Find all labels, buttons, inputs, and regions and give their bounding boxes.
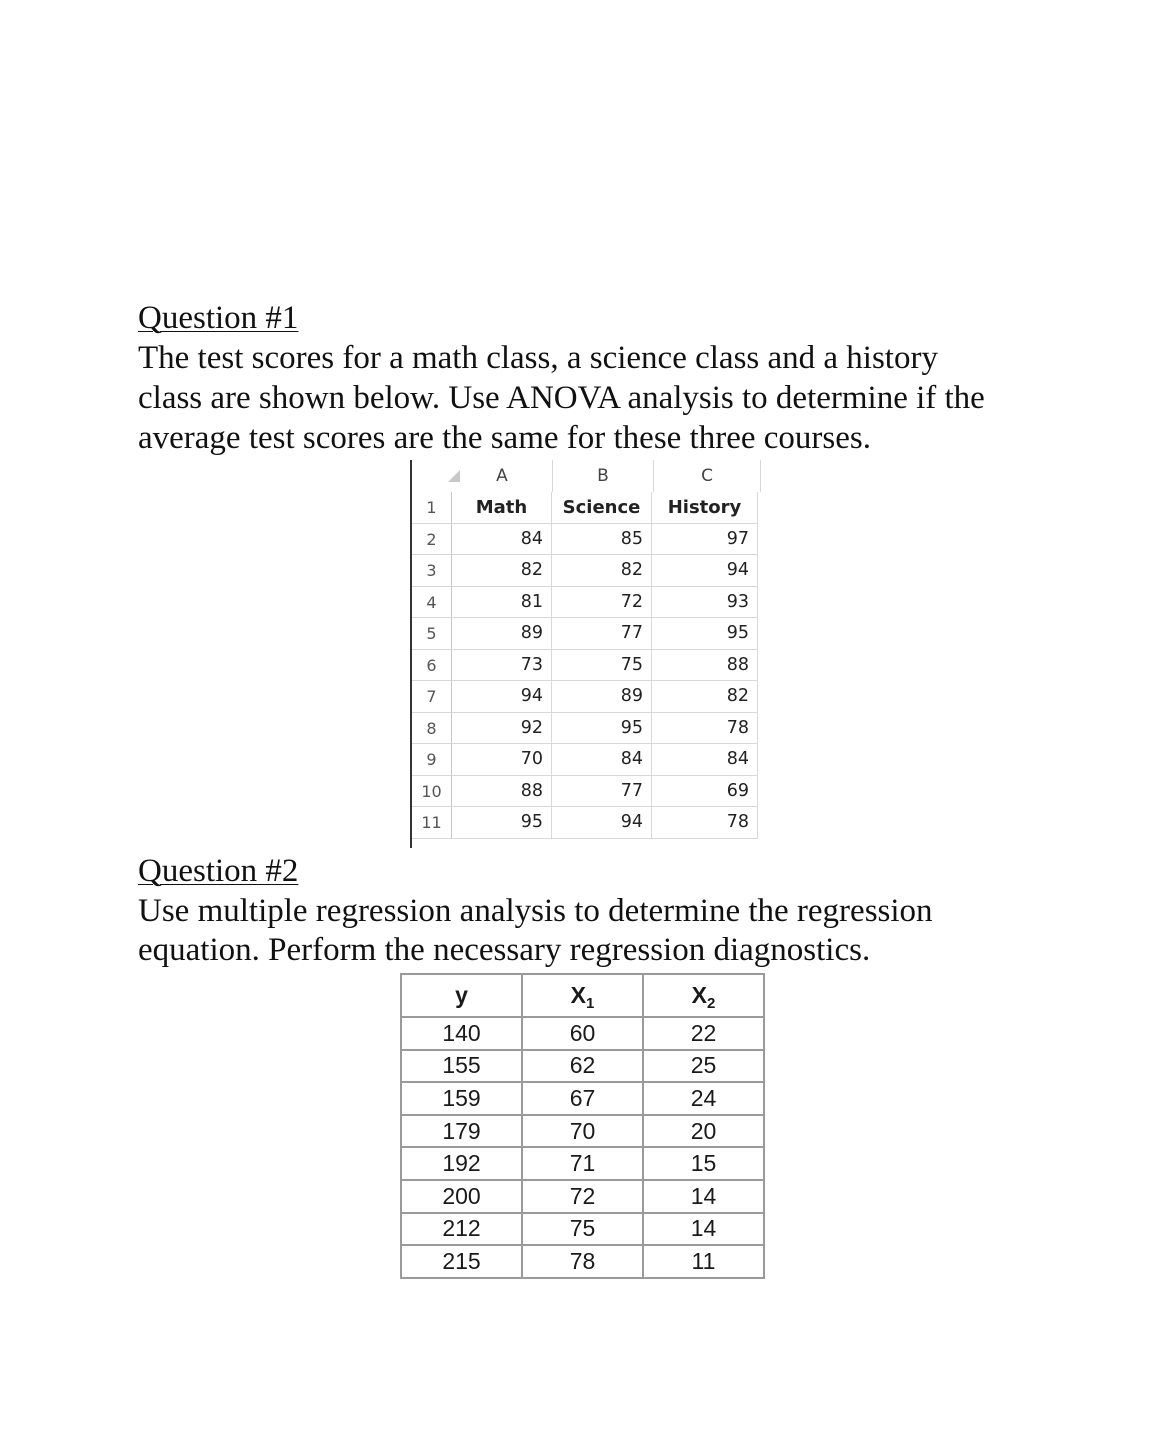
sheet-row bbox=[452, 650, 758, 682]
history-score: 95 bbox=[652, 618, 758, 650]
sheet-row bbox=[452, 744, 758, 776]
header-x1 bbox=[522, 974, 643, 1017]
science-score: 94 bbox=[552, 807, 652, 839]
row-number: 8 bbox=[412, 713, 452, 745]
row-number: 1 bbox=[412, 492, 452, 524]
y-value: 212 bbox=[401, 1213, 522, 1246]
table-row bbox=[401, 1115, 764, 1148]
math-score: 88 bbox=[452, 776, 552, 808]
row-number: 3 bbox=[412, 555, 452, 587]
header-x1-subscript: 1 bbox=[586, 995, 595, 1012]
math-score: 89 bbox=[452, 618, 552, 650]
x1-value: 62 bbox=[522, 1050, 643, 1083]
header-x1-base: X bbox=[570, 982, 586, 1008]
row-number: 7 bbox=[412, 681, 452, 713]
math-score: 92 bbox=[452, 713, 552, 745]
y-value: 215 bbox=[401, 1245, 522, 1278]
x1-value: 70 bbox=[522, 1115, 643, 1148]
x1-value: 60 bbox=[522, 1017, 643, 1050]
table-row bbox=[401, 1050, 764, 1083]
x2-value: 15 bbox=[643, 1147, 764, 1180]
question-2-heading: Question #2 bbox=[138, 853, 299, 889]
math-score: 94 bbox=[452, 681, 552, 713]
regression-data-table bbox=[400, 973, 765, 1279]
table-row bbox=[401, 1082, 764, 1115]
header-x2-base: X bbox=[691, 982, 707, 1008]
math-score: 70 bbox=[452, 744, 552, 776]
x2-value: 14 bbox=[643, 1180, 764, 1213]
column-letters bbox=[452, 460, 761, 492]
x2-value: 22 bbox=[643, 1017, 764, 1050]
sheet-row bbox=[452, 524, 758, 556]
row-number: 9 bbox=[412, 744, 452, 776]
sheet-row bbox=[452, 555, 758, 587]
x1-value: 71 bbox=[522, 1147, 643, 1180]
sheet-row bbox=[452, 776, 758, 808]
row-number: 5 bbox=[412, 618, 452, 650]
column-letter-b: B bbox=[553, 460, 654, 492]
y-value: 155 bbox=[401, 1050, 522, 1083]
science-score: 84 bbox=[552, 744, 652, 776]
header-science: Science bbox=[552, 492, 652, 524]
x1-value: 67 bbox=[522, 1082, 643, 1115]
y-value: 200 bbox=[401, 1180, 522, 1213]
column-letter-a: A bbox=[452, 460, 553, 492]
math-score: 95 bbox=[452, 807, 552, 839]
history-score: 84 bbox=[652, 744, 758, 776]
question-1-line-1: The test scores for a math class, a science class and a history bbox=[138, 340, 938, 376]
x1-value: 78 bbox=[522, 1245, 643, 1278]
science-score: 77 bbox=[552, 618, 652, 650]
sheet-row bbox=[452, 713, 758, 745]
header-y: y bbox=[401, 974, 522, 1017]
sheet-grid bbox=[452, 492, 758, 839]
science-score: 82 bbox=[552, 555, 652, 587]
sheet-row bbox=[452, 681, 758, 713]
question-2-line-2: equation. Perform the necessary regression diagnostics. bbox=[138, 932, 871, 968]
table-row bbox=[401, 1213, 764, 1246]
history-score: 69 bbox=[652, 776, 758, 808]
history-score: 88 bbox=[652, 650, 758, 682]
history-score: 78 bbox=[652, 713, 758, 745]
x2-value: 24 bbox=[643, 1082, 764, 1115]
history-score: 82 bbox=[652, 681, 758, 713]
sheet-row bbox=[452, 807, 758, 839]
science-score: 95 bbox=[552, 713, 652, 745]
x2-value: 20 bbox=[643, 1115, 764, 1148]
math-score: 81 bbox=[452, 587, 552, 619]
math-score: 73 bbox=[452, 650, 552, 682]
x2-value: 11 bbox=[643, 1245, 764, 1278]
history-score: 93 bbox=[652, 587, 758, 619]
x2-value: 14 bbox=[643, 1213, 764, 1246]
history-score: 94 bbox=[652, 555, 758, 587]
question-1-line-3: average test scores are the same for these three courses. bbox=[138, 420, 871, 456]
question-1-heading: Question #1 bbox=[138, 300, 299, 336]
row-number: 2 bbox=[412, 524, 452, 556]
table-row bbox=[401, 1147, 764, 1180]
column-letter-c: C bbox=[654, 460, 761, 492]
x1-value: 72 bbox=[522, 1180, 643, 1213]
y-value: 159 bbox=[401, 1082, 522, 1115]
question-1-line-2: class are shown below. Use ANOVA analysis to determine if the bbox=[138, 380, 985, 416]
science-score: 77 bbox=[552, 776, 652, 808]
table-row bbox=[401, 1017, 764, 1050]
sheet-row bbox=[452, 618, 758, 650]
row-number: 10 bbox=[412, 776, 452, 808]
header-history: History bbox=[652, 492, 758, 524]
test-scores-spreadsheet bbox=[410, 460, 760, 848]
header-math: Math bbox=[452, 492, 552, 524]
table-row bbox=[401, 1180, 764, 1213]
question-2-line-1: Use multiple regression analysis to determine the regression bbox=[138, 893, 933, 929]
table-row bbox=[401, 1245, 764, 1278]
math-score: 82 bbox=[452, 555, 552, 587]
row-number: 4 bbox=[412, 587, 452, 619]
y-value: 192 bbox=[401, 1147, 522, 1180]
sheet-row bbox=[452, 587, 758, 619]
science-score: 85 bbox=[552, 524, 652, 556]
header-x2-subscript: 2 bbox=[707, 995, 716, 1012]
row-numbers bbox=[412, 492, 452, 839]
sheet-header-row bbox=[452, 492, 758, 524]
history-score: 97 bbox=[652, 524, 758, 556]
math-score: 84 bbox=[452, 524, 552, 556]
science-score: 75 bbox=[552, 650, 652, 682]
y-value: 179 bbox=[401, 1115, 522, 1148]
x2-value: 25 bbox=[643, 1050, 764, 1083]
science-score: 89 bbox=[552, 681, 652, 713]
header-x2 bbox=[643, 974, 764, 1017]
science-score: 72 bbox=[552, 587, 652, 619]
history-score: 78 bbox=[652, 807, 758, 839]
row-number: 11 bbox=[412, 807, 452, 839]
x1-value: 75 bbox=[522, 1213, 643, 1246]
row-number: 6 bbox=[412, 650, 452, 682]
y-value: 140 bbox=[401, 1017, 522, 1050]
regression-header-row bbox=[401, 974, 764, 1017]
